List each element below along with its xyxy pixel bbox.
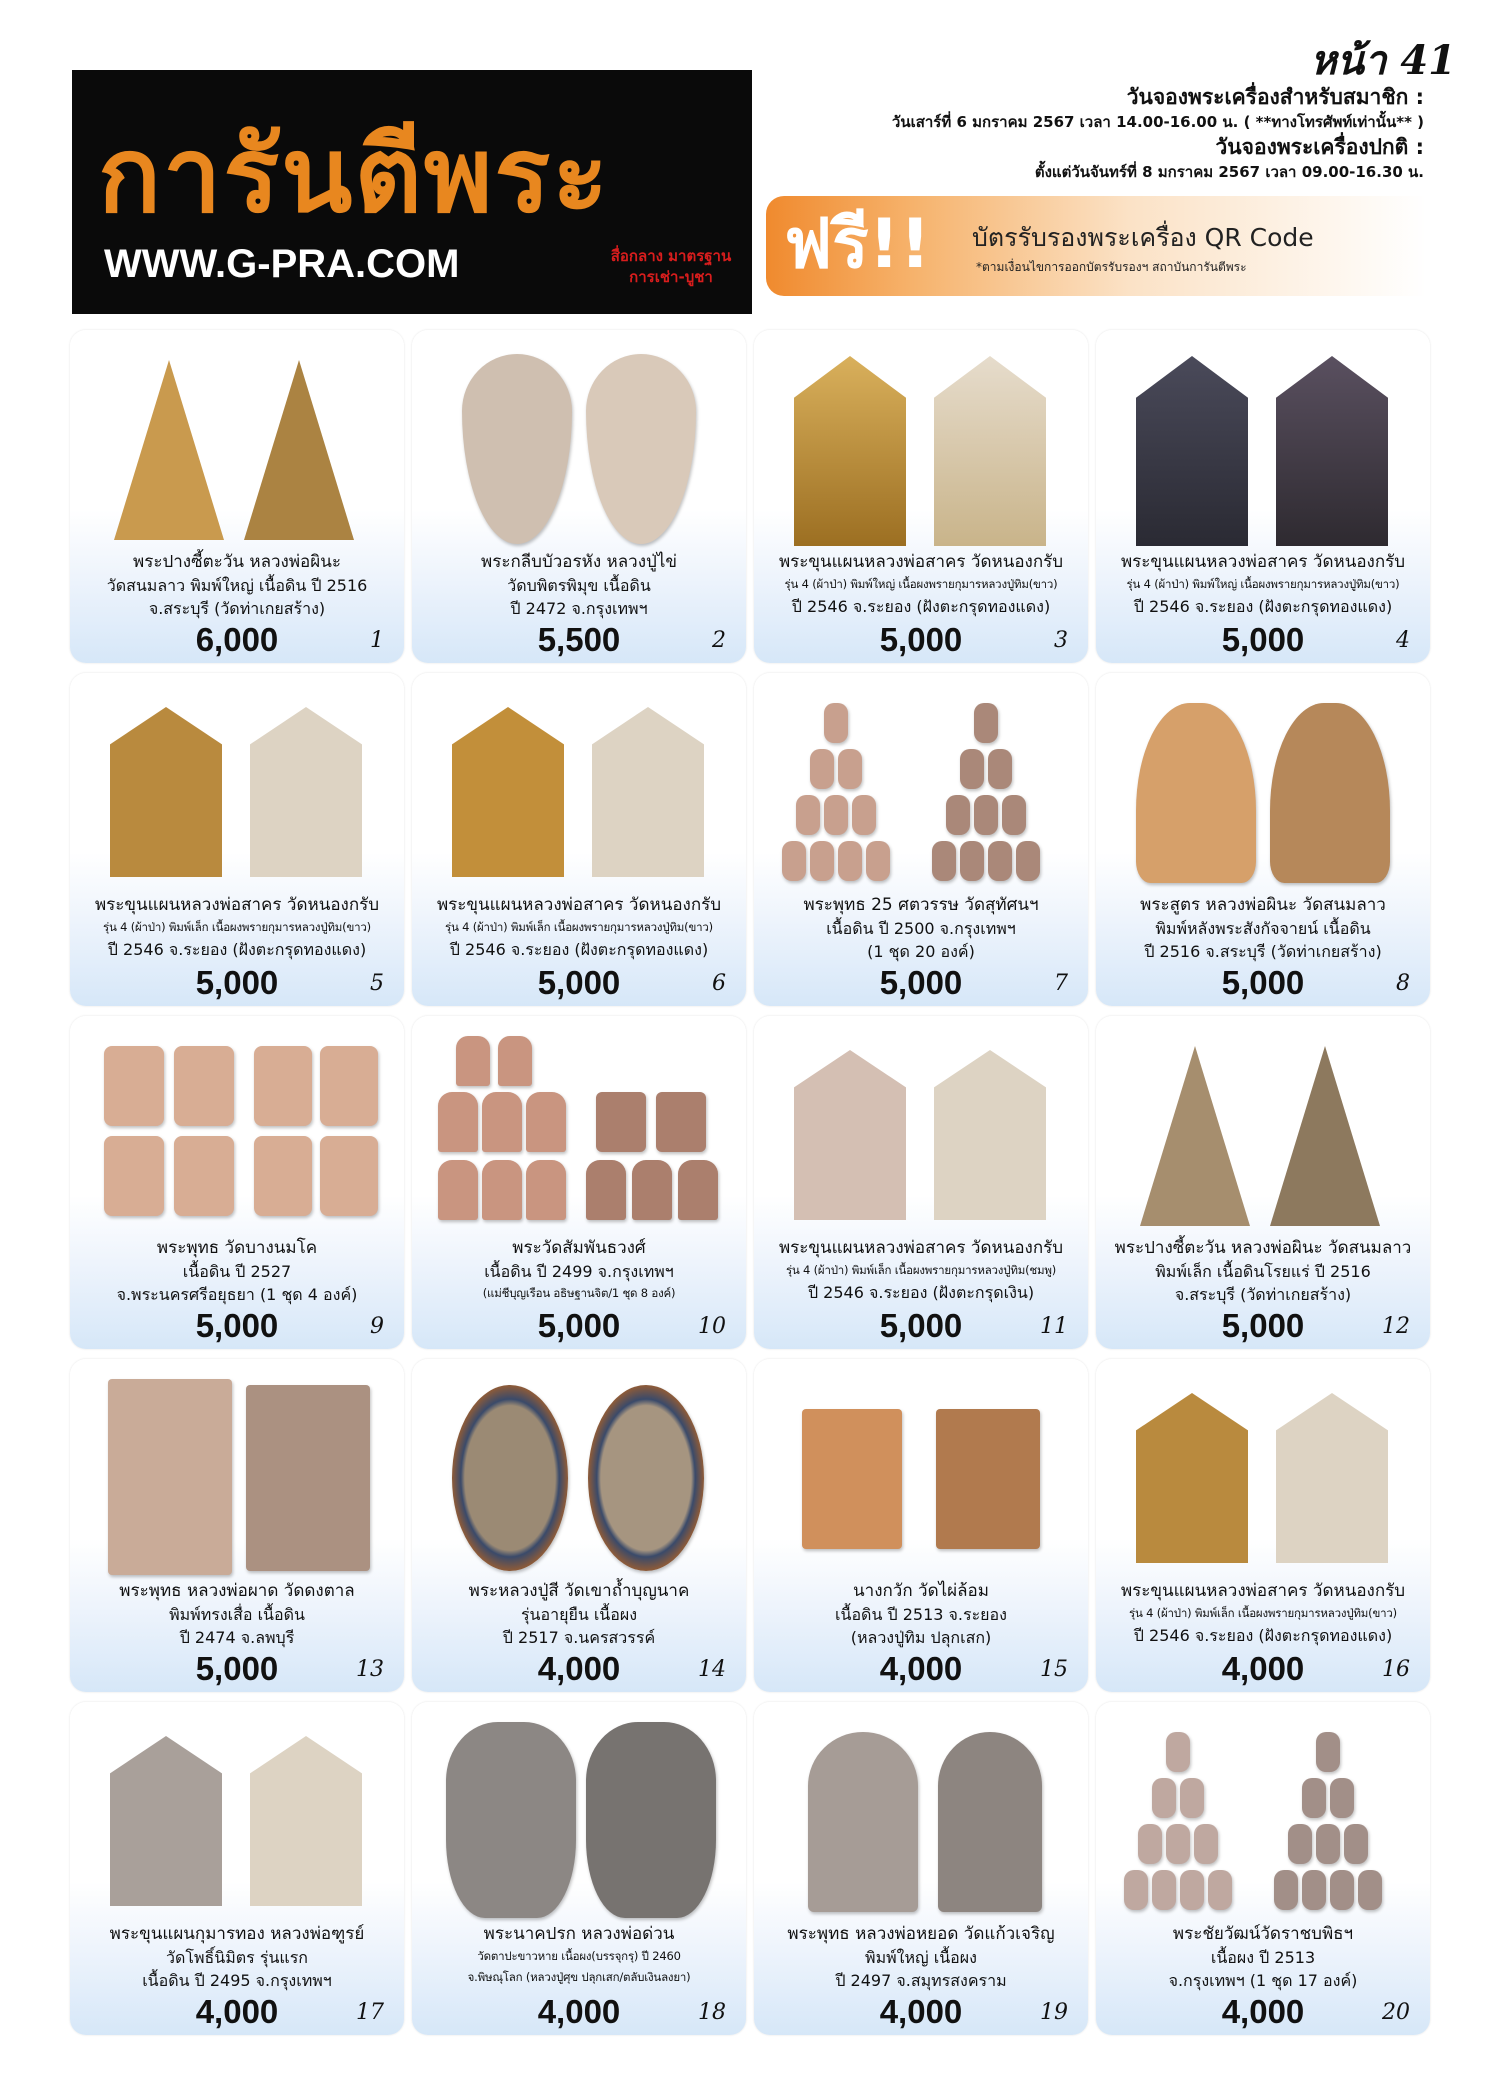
- amulet-photos: [1110, 340, 1416, 550]
- amulet-name: พระพุทธ หลวงพ่อหยอด วัดแก้วเจริญ: [787, 1924, 1055, 1944]
- amulet-number: 4: [1396, 628, 1410, 653]
- amulet-detail-1: พิมพ์หลังพระสังกัจจายน์ เนื้อดิน: [1155, 919, 1371, 938]
- amulet-price: 5,000: [879, 1307, 963, 1344]
- amulet-detail-2: จ.พิษณุโลก (หลวงปู่ศุข ปลุกเสก/ตลับเงินลงยา): [467, 1970, 691, 1984]
- amulet-photo: [960, 749, 984, 789]
- amulet-name: พระกลีบบัวอรหัง หลวงปู่ไข่: [481, 552, 677, 572]
- amulet-description: [416, 893, 742, 961]
- amulet-photo: [794, 356, 906, 546]
- amulet-card: [70, 1359, 404, 1692]
- amulet-card: [412, 673, 746, 1006]
- amulet-photo: [988, 749, 1012, 789]
- amulet-price: 5,000: [1221, 621, 1305, 658]
- logo-url: WWW.G-PRA.COM: [104, 242, 460, 286]
- amulet-number: 17: [356, 2000, 384, 2025]
- amulet-detail-2: ปี 2546 จ.ระยอง (ฝังตะกรุดเงิน): [807, 1283, 1035, 1302]
- amulet-photo: [250, 707, 362, 877]
- amulet-photo: [1138, 1824, 1162, 1864]
- amulet-card: [70, 330, 404, 663]
- amulet-photo: [438, 1092, 478, 1152]
- amulet-description: [758, 550, 1084, 618]
- amulet-photo: [456, 1036, 490, 1086]
- amulet-name: พระชัยวัฒน์วัดราชบพิธฯ: [1172, 1924, 1354, 1944]
- amulet-photo: [802, 1409, 902, 1549]
- logo-tagline-1: สื่อกลาง มาตรฐาน: [610, 247, 732, 265]
- amulet-detail-1: พิมพ์ใหญ่ เนื้อผง: [865, 1948, 977, 1967]
- amulet-photo: [946, 795, 970, 835]
- amulet-photo: [498, 1036, 532, 1086]
- amulet-description: [416, 1922, 742, 1988]
- member-booking-time: วันเสาร์ที่ 6 มกราคม 2567 เวลา 14.00-16.00 น. ( **ทางโทรศัพท์เท่านั้น** ): [891, 113, 1424, 131]
- amulet-photo: [974, 703, 998, 743]
- logo-tagline-2: การเช่า-บูชา: [629, 268, 713, 286]
- amulet-name: พระปางซี้ตะวัน หลวงพ่อผินะ วัดสนมลาว: [1114, 1238, 1412, 1258]
- amulet-number: 15: [1040, 1657, 1068, 1682]
- amulet-photo: [656, 1092, 706, 1152]
- amulet-name: พระขุนแผนหลวงพ่อสาคร วัดหนองกรับ: [1120, 1581, 1406, 1601]
- amulet-photo: [960, 841, 984, 881]
- amulet-detail-1: รุ่น 4 (ผ้าป่า) พิมพ์ใหญ่ เนื้อผงพรายกุมารหลวงปู่ทิม(ขาว): [1126, 577, 1400, 591]
- amulet-price: 4,000: [537, 1650, 621, 1687]
- amulet-photo: [1124, 1870, 1148, 1910]
- amulet-photo: [782, 841, 806, 881]
- amulet-name: พระสูตร หลวงพ่อผินะ วัดสนมลาว: [1140, 895, 1386, 915]
- amulet-photo: [244, 360, 354, 540]
- amulet-photos: [84, 1026, 390, 1236]
- amulet-detail-2: ปี 2546 จ.ระยอง (ฝังตะกรุดทองแดง): [1133, 1626, 1393, 1645]
- amulet-detail-1: รุ่น 4 (ผ้าป่า) พิมพ์เล็ก เนื้อผงพรายกุมารหลวงปู่ทิม(ขาว): [103, 920, 371, 934]
- amulet-photo: [446, 1722, 576, 1918]
- amulet-photo: [1152, 1870, 1176, 1910]
- amulet-card: [1096, 1359, 1430, 1692]
- amulet-photo: [254, 1136, 312, 1216]
- amulet-detail-2: (1 ชุด 20 องค์): [867, 942, 975, 961]
- amulet-photo: [1002, 795, 1026, 835]
- amulet-photo: [1276, 356, 1388, 546]
- amulet-photo: [1288, 1824, 1312, 1864]
- amulet-photo: [1316, 1824, 1340, 1864]
- amulet-photo: [110, 1736, 222, 1906]
- amulet-detail-2: จ.สระบุรี (วัดท่าเกยสร้าง): [1174, 1285, 1352, 1304]
- amulet-description: [416, 1579, 742, 1649]
- amulet-photo: [1270, 703, 1390, 883]
- amulet-number: 10: [698, 1314, 726, 1339]
- amulet-grid: [70, 330, 1430, 2035]
- amulet-price: 5,000: [1221, 1307, 1305, 1344]
- amulet-price: 5,000: [195, 1650, 279, 1687]
- amulet-description: [74, 1579, 400, 1649]
- amulet-photo: [1316, 1732, 1340, 1772]
- amulet-number: 20: [1382, 2000, 1410, 2025]
- amulet-detail-1: เนื้อดิน ปี 2499 จ.กรุงเทพฯ: [484, 1262, 674, 1281]
- amulet-number: 8: [1396, 971, 1410, 996]
- amulet-photo: [108, 1379, 232, 1575]
- promo-banner: [766, 196, 1426, 296]
- amulet-photo: [1302, 1870, 1326, 1910]
- amulet-name: พระขุนแผนหลวงพ่อสาคร วัดหนองกรับ: [94, 895, 380, 915]
- amulet-detail-2: จ.สระบุรี (วัดท่าเกยสร้าง): [148, 599, 326, 618]
- amulet-price: 5,500: [537, 621, 621, 658]
- amulet-photo: [1166, 1824, 1190, 1864]
- amulet-photo: [462, 354, 572, 544]
- amulet-photo: [974, 795, 998, 835]
- amulet-photo: [866, 841, 890, 881]
- amulet-photo: [632, 1160, 672, 1220]
- amulet-photo: [824, 703, 848, 743]
- amulet-photo: [796, 795, 820, 835]
- amulet-photo: [526, 1092, 566, 1152]
- amulet-photos: [84, 340, 390, 550]
- amulet-detail-1: พิมพ์ทรงเสื่อ เนื้อดิน: [169, 1605, 305, 1624]
- amulet-photos: [768, 1026, 1074, 1236]
- amulet-photos: [426, 1369, 732, 1579]
- amulet-name: พระพุทธ วัดบางนมโค: [156, 1238, 318, 1258]
- amulet-price: 5,000: [537, 1307, 621, 1344]
- amulet-number: 19: [1040, 2000, 1068, 2025]
- amulet-detail-2: จ.กรุงเทพฯ (1 ชุด 17 องค์): [1168, 1971, 1358, 1990]
- amulet-photo: [1140, 1046, 1250, 1226]
- booking-info: [784, 84, 1424, 184]
- amulet-card: [1096, 1702, 1430, 2035]
- amulet-detail-1: วัดโพธิ์นิมิตร รุ่นแรก: [166, 1948, 308, 1967]
- amulet-photo: [1358, 1870, 1382, 1910]
- amulet-photos: [426, 1026, 732, 1236]
- amulet-photo: [592, 707, 704, 877]
- amulet-price: 6,000: [195, 621, 279, 658]
- amulet-photo: [1136, 356, 1248, 546]
- amulet-card: [754, 1702, 1088, 2035]
- amulet-detail-2: ปี 2472 จ.กรุงเทพฯ: [510, 599, 648, 618]
- amulet-photo: [1274, 1870, 1298, 1910]
- amulet-detail-2: ปี 2497 จ.สมุทรสงคราม: [835, 1971, 1007, 1990]
- amulet-photos: [1110, 1712, 1416, 1922]
- amulet-card: [70, 1016, 404, 1349]
- amulet-detail-2: (แม่ชีบุญเรือน อธิษฐานจิต/1 ชุด 8 องค์): [482, 1286, 676, 1300]
- amulet-price: 4,000: [879, 1650, 963, 1687]
- amulet-name: พระพุทธ หลวงพ่อผาด วัดดงตาล: [119, 1581, 355, 1601]
- amulet-name: พระขุนแผนหลวงพ่อสาคร วัดหนองกรับ: [778, 1238, 1064, 1258]
- amulet-detail-1: วัดสนมลาว พิมพ์ใหญ่ เนื้อดิน ปี 2516: [106, 576, 368, 595]
- brand-logo: [72, 70, 752, 314]
- amulet-detail-1: วัดตาปะขาวหาย เนื้อผง(บรรจุกรุ) ปี 2460: [477, 1949, 681, 1963]
- amulet-photos: [768, 340, 1074, 550]
- amulet-name: พระวัดสัมพันธวงศ์: [512, 1238, 646, 1258]
- amulet-photos: [1110, 1369, 1416, 1579]
- amulet-description: [1100, 893, 1426, 963]
- amulet-detail-1: เนื้อผง ปี 2513: [1210, 1948, 1316, 1967]
- amulet-photo: [678, 1160, 718, 1220]
- amulet-photo: [1194, 1824, 1218, 1864]
- amulet-number: 9: [370, 1314, 384, 1339]
- amulet-card: [1096, 1016, 1430, 1349]
- amulet-price: 4,000: [537, 1993, 621, 2030]
- amulet-number: 5: [370, 971, 384, 996]
- amulet-price: 5,000: [879, 964, 963, 1001]
- amulet-number: 3: [1054, 628, 1068, 653]
- amulet-card: [754, 330, 1088, 663]
- amulet-photo: [1344, 1824, 1368, 1864]
- amulet-photos: [768, 1712, 1074, 1922]
- amulet-photo: [526, 1160, 566, 1220]
- amulet-detail-1: รุ่น 4 (ผ้าป่า) พิมพ์ใหญ่ เนื้อผงพรายกุมารหลวงปู่ทิม(ขาว): [784, 577, 1058, 591]
- amulet-photos: [426, 683, 732, 893]
- amulet-photo: [838, 749, 862, 789]
- amulet-description: [1100, 550, 1426, 618]
- amulet-photo: [808, 1732, 918, 1912]
- amulet-number: 13: [356, 1657, 384, 1682]
- amulet-number: 11: [1040, 1314, 1068, 1339]
- amulet-photo: [110, 707, 222, 877]
- member-booking-heading: วันจองพระเครื่องสำหรับสมาชิก :: [1126, 85, 1424, 109]
- amulet-photo: [246, 1385, 370, 1571]
- amulet-description: [1100, 1922, 1426, 1992]
- amulet-detail-2: จ.พระนครศรีอยุธยา (1 ชุด 4 องค์): [116, 1285, 358, 1304]
- amulet-card: [754, 1016, 1088, 1349]
- amulet-detail-2: ปี 2516 จ.สระบุรี (วัดท่าเกยสร้าง): [1144, 942, 1382, 961]
- amulet-photo: [1136, 703, 1256, 883]
- amulet-name: พระนาคปรก หลวงพ่อด่วน: [483, 1924, 675, 1944]
- amulet-photo: [988, 841, 1012, 881]
- amulet-number: 7: [1054, 971, 1068, 996]
- amulet-photos: [768, 683, 1074, 893]
- amulet-name: พระขุนแผนกุมารทอง หลวงพ่อฑูรย์: [109, 1924, 365, 1944]
- amulet-detail-2: (หลวงปู่ทิม ปลุกเสก): [850, 1628, 992, 1647]
- amulet-photos: [84, 1712, 390, 1922]
- amulet-price: 5,000: [195, 964, 279, 1001]
- amulet-price: 4,000: [1221, 1993, 1305, 2030]
- amulet-photo: [932, 841, 956, 881]
- amulet-photo: [586, 1160, 626, 1220]
- amulet-photo: [254, 1046, 312, 1126]
- amulet-detail-2: ปี 2474 จ.ลพบุรี: [179, 1628, 295, 1647]
- amulet-detail-2: เนื้อดิน ปี 2495 จ.กรุงเทพฯ: [142, 1971, 332, 1990]
- amulet-photo: [794, 1050, 906, 1220]
- amulet-photo: [1180, 1778, 1204, 1818]
- amulet-detail-1: รุ่น 4 (ผ้าป่า) พิมพ์เล็ก เนื้อผงพรายกุมารหลวงปู่ทิม(ชมพู): [785, 1263, 1057, 1277]
- amulet-detail-2: ปี 2546 จ.ระยอง (ฝังตะกรุดทองแดง): [449, 940, 709, 959]
- amulet-detail-1: รุ่น 4 (ผ้าป่า) พิมพ์เล็ก เนื้อผงพรายกุมารหลวงปู่ทิม(ขาว): [445, 920, 713, 934]
- amulet-photos: [84, 1369, 390, 1579]
- amulet-card: [412, 1359, 746, 1692]
- amulet-photos: [768, 1369, 1074, 1579]
- amulet-detail-1: พิมพ์เล็ก เนื้อดินโรยแร่ ปี 2516: [1155, 1262, 1371, 1281]
- amulet-name: พระพุทธ 25 ศตวรรษ วัดสุทัศนฯ: [803, 895, 1039, 915]
- amulet-number: 16: [1382, 1657, 1410, 1682]
- amulet-photo: [250, 1736, 362, 1906]
- amulet-photo: [1330, 1778, 1354, 1818]
- amulet-price: 5,000: [195, 1307, 279, 1344]
- amulet-photo: [320, 1136, 378, 1216]
- amulet-card: [70, 1702, 404, 2035]
- amulet-photo: [934, 356, 1046, 546]
- amulet-detail-1: เนื้อดิน ปี 2513 จ.ระยอง: [835, 1605, 1007, 1624]
- page-number: หน้า 41: [1310, 37, 1456, 84]
- amulet-photo: [452, 707, 564, 877]
- amulet-photo: [1302, 1778, 1326, 1818]
- amulet-description: [758, 1579, 1084, 1649]
- amulet-photos: [426, 340, 732, 550]
- amulet-photo: [1330, 1870, 1354, 1910]
- amulet-number: 14: [698, 1657, 726, 1682]
- amulet-description: [1100, 1579, 1426, 1647]
- amulet-price: 5,000: [537, 964, 621, 1001]
- amulet-name: พระหลวงปู่สี วัดเขาถ้ำบุญนาค: [468, 1581, 690, 1601]
- amulet-photo: [1152, 1778, 1176, 1818]
- amulet-photos: [426, 1712, 732, 1922]
- amulet-card: [412, 1016, 746, 1349]
- logo-tagline: [596, 246, 746, 288]
- amulet-price: 5,000: [879, 621, 963, 658]
- amulet-photos: [1110, 1026, 1416, 1236]
- amulet-card: [412, 1702, 746, 2035]
- amulet-photo: [438, 1160, 478, 1220]
- amulet-description: [758, 893, 1084, 963]
- amulet-photo: [588, 1385, 704, 1571]
- logo-title: การันตีพระ: [98, 114, 611, 236]
- amulet-number: 1: [370, 628, 384, 653]
- amulet-detail-2: ปี 2546 จ.ระยอง (ฝังตะกรุดทองแดง): [791, 597, 1051, 616]
- amulet-photo: [1180, 1870, 1204, 1910]
- amulet-photo: [174, 1046, 234, 1126]
- amulet-price: 5,000: [1221, 964, 1305, 1001]
- amulet-photo: [936, 1409, 1040, 1549]
- amulet-description: [74, 893, 400, 961]
- amulet-photos: [84, 683, 390, 893]
- amulet-description: [74, 550, 400, 620]
- amulet-photo: [810, 749, 834, 789]
- amulet-name: พระขุนแผนหลวงพ่อสาคร วัดหนองกรับ: [436, 895, 722, 915]
- amulet-photo: [1136, 1393, 1248, 1563]
- amulet-price: 4,000: [195, 1993, 279, 2030]
- amulet-card: [1096, 330, 1430, 663]
- promo-title: บัตรรับรองพระเครื่อง QR Code: [972, 223, 1314, 252]
- amulet-name: พระปางซี้ตะวัน หลวงพ่อผินะ: [133, 552, 341, 572]
- amulet-detail-1: รุ่น 4 (ผ้าป่า) พิมพ์เล็ก เนื้อผงพรายกุมารหลวงปู่ทิม(ขาว): [1129, 1606, 1397, 1620]
- amulet-photo: [838, 841, 862, 881]
- amulet-detail-2: ปี 2546 จ.ระยอง (ฝังตะกรุดทองแดง): [1133, 597, 1393, 616]
- amulet-card: [754, 673, 1088, 1006]
- amulet-description: [758, 1236, 1084, 1304]
- amulet-card: [754, 1359, 1088, 1692]
- amulet-detail-2: ปี 2517 จ.นครสวรรค์: [502, 1628, 656, 1647]
- amulet-price: 4,000: [879, 1993, 963, 2030]
- amulet-detail-1: วัดบพิตรพิมุข เนื้อดิน: [507, 576, 651, 595]
- amulet-number: 6: [712, 971, 726, 996]
- amulet-photo: [320, 1046, 378, 1126]
- amulet-number: 18: [698, 2000, 726, 2025]
- amulet-photo: [596, 1092, 646, 1152]
- promo-note: *ตามเงื่อนไขการออกบัตรรับรองฯ สถาบันการันตีพระ: [976, 260, 1247, 274]
- amulet-photo: [1166, 1732, 1190, 1772]
- amulet-photo: [482, 1092, 522, 1152]
- amulet-photo: [114, 360, 224, 540]
- amulet-photo: [452, 1385, 568, 1571]
- promo-free-label: ฟรี!!: [784, 205, 931, 284]
- amulet-description: [758, 1922, 1084, 1992]
- amulet-photo: [586, 354, 696, 544]
- amulet-photo: [852, 795, 876, 835]
- amulet-photo: [1016, 841, 1040, 881]
- amulet-detail-2: ปี 2546 จ.ระยอง (ฝังตะกรุดทองแดง): [107, 940, 367, 959]
- amulet-name: พระขุนแผนหลวงพ่อสาคร วัดหนองกรับ: [778, 552, 1064, 572]
- amulet-description: [74, 1922, 400, 1992]
- amulet-card: [412, 330, 746, 663]
- amulet-description: [1100, 1236, 1426, 1306]
- amulet-photo: [824, 795, 848, 835]
- amulet-description: [416, 550, 742, 620]
- normal-booking-time: ตั้งแต่วันจันทร์ที่ 8 มกราคม 2567 เวลา 09.00-16.30 น.: [1034, 163, 1424, 181]
- amulet-number: 2: [712, 628, 726, 653]
- amulet-description: [416, 1236, 742, 1304]
- amulet-photo: [104, 1046, 164, 1126]
- amulet-detail-1: เนื้อดิน ปี 2500 จ.กรุงเทพฯ: [826, 919, 1016, 938]
- amulet-description: [74, 1236, 400, 1306]
- amulet-card: [70, 673, 404, 1006]
- amulet-card: [1096, 673, 1430, 1006]
- amulet-photo: [586, 1722, 716, 1918]
- amulet-photo: [1276, 1393, 1388, 1563]
- amulet-detail-1: เนื้อดิน ปี 2527: [182, 1262, 292, 1281]
- normal-booking-heading: วันจองพระเครื่องปกติ :: [1215, 135, 1424, 159]
- amulet-detail-1: รุ่นอายุยืน เนื้อผง: [520, 1605, 638, 1624]
- amulet-number: 12: [1382, 1314, 1410, 1339]
- amulet-photo: [482, 1160, 522, 1220]
- amulet-name: นางกวัก วัดไผ่ล้อม: [853, 1581, 989, 1601]
- amulet-price: 4,000: [1221, 1650, 1305, 1687]
- amulet-photo: [810, 841, 834, 881]
- amulet-photo: [174, 1136, 234, 1216]
- amulet-photo: [104, 1136, 164, 1216]
- amulet-photo: [934, 1050, 1046, 1220]
- amulet-photo: [1270, 1046, 1380, 1226]
- amulet-name: พระขุนแผนหลวงพ่อสาคร วัดหนองกรับ: [1120, 552, 1406, 572]
- amulet-photo: [938, 1732, 1042, 1912]
- amulet-photos: [1110, 683, 1416, 893]
- amulet-photo: [1208, 1870, 1232, 1910]
